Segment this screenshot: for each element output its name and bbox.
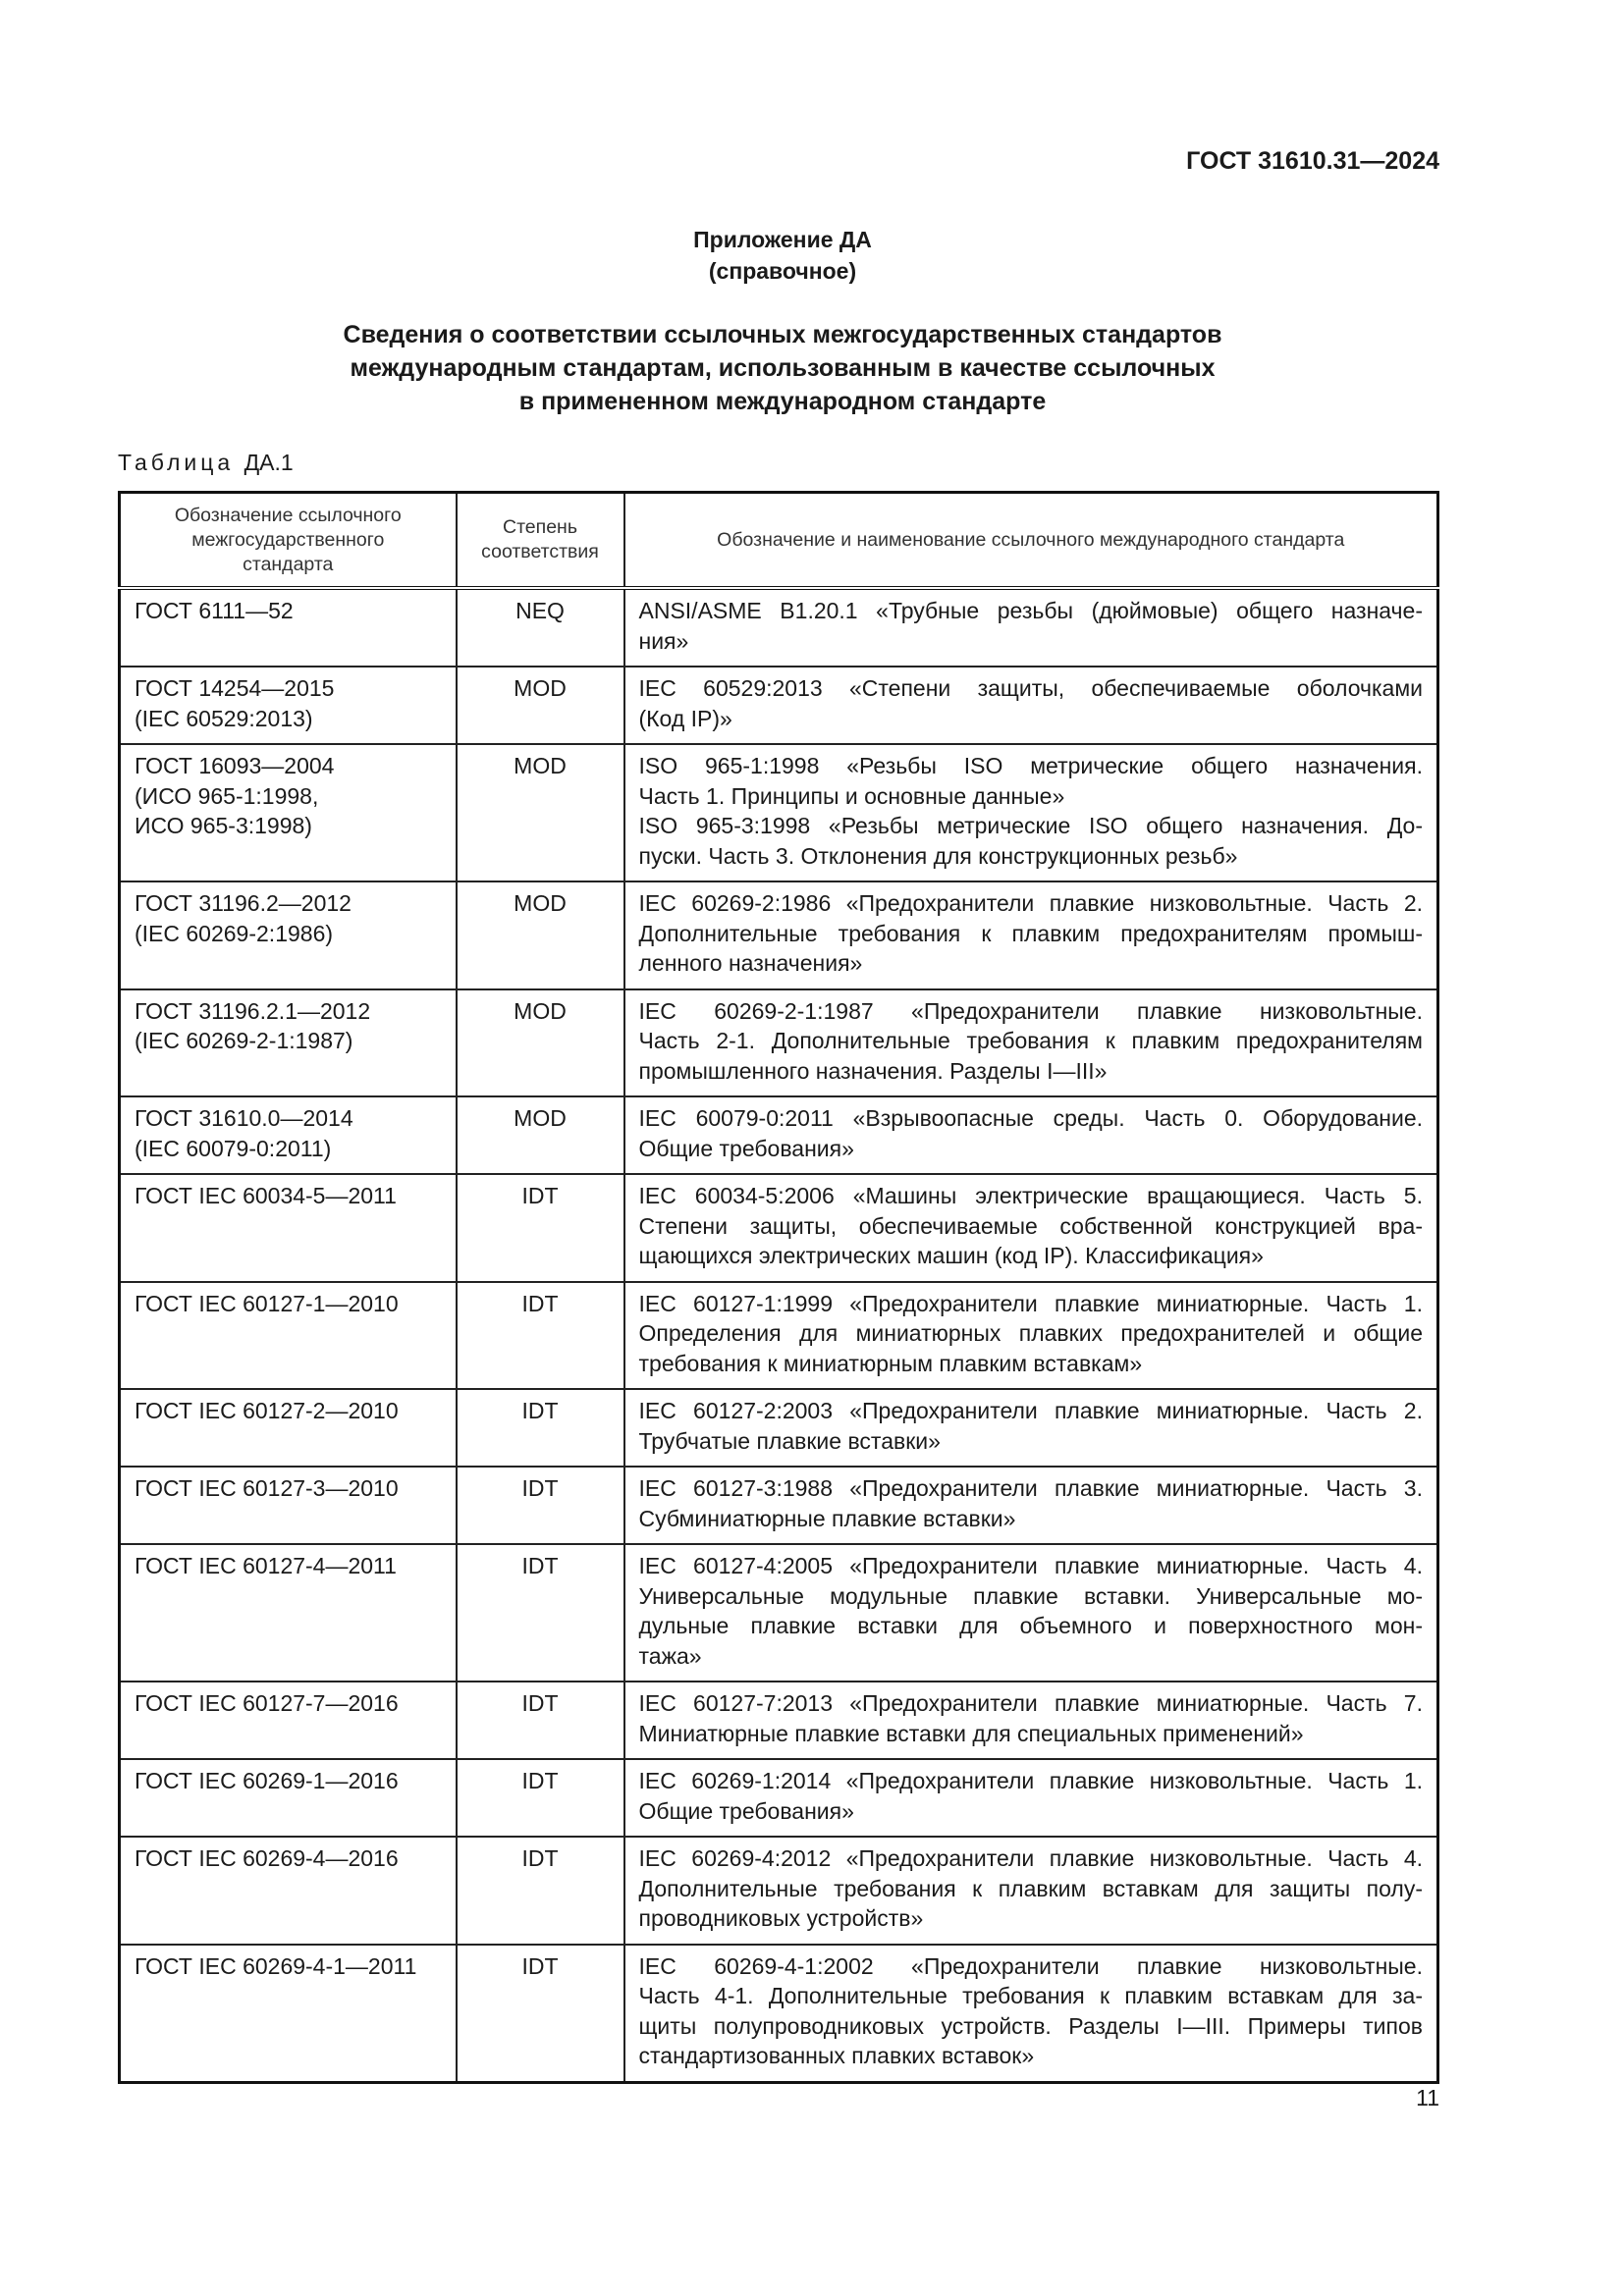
standard-designation: ГОСТ 6111—52	[135, 598, 294, 623]
description-line: Часть 1. Принципы и основные данные»	[638, 782, 1065, 809]
table-row	[120, 1096, 1438, 1174]
section-title	[0, 318, 1565, 418]
description-line: IEC 60127-3:1988 «Предохранители плавкие миниатюрные. Часть 3.	[638, 1475, 1423, 1501]
standard-designation: (IEC 60269-2-1:1987)	[135, 1028, 353, 1053]
standard-designation: (IEC 60529:2013)	[135, 705, 313, 731]
standard-designation: ГОСТ IEC 60127-3—2010	[135, 1475, 399, 1501]
description-line: Миниатюрные плавкие вставки для специальных применений»	[638, 1720, 1304, 1746]
international-standard-cell	[624, 1682, 1438, 1759]
header-text-line: стандарта	[243, 553, 334, 575]
description-line: Общие требования»	[638, 1797, 854, 1824]
description-line: (Код IP)»	[638, 705, 732, 731]
interstate-standard-cell	[120, 1682, 457, 1759]
interstate-standard-cell	[120, 1282, 457, 1390]
description-line: щиты полупроводниковых устройств. Разделы I—III. Примеры типов	[638, 2012, 1423, 2039]
description-line: IEC 60127-1:1999 «Предохранители плавкие миниатюрные. Часть 1.	[638, 1290, 1423, 1316]
standard-designation: ГОСТ IEC 60269-4-1—2011	[135, 1952, 417, 1979]
interstate-standard-cell	[120, 1174, 457, 1282]
description-line: IEC 60269-4:2012 «Предохранители плавкие низковольтные. Часть 4.	[638, 1845, 1423, 1871]
header-text-line: Обозначение ссылочного	[174, 504, 402, 526]
description-line: IEC 60269-1:2014 «Предохранители плавкие низковольтные. Часть 1.	[638, 1768, 1423, 1793]
interstate-standard-cell	[120, 667, 457, 744]
title-line: в примененном международном стандарте	[518, 388, 1047, 415]
description-line: IEC 60529:2013 «Степени защиты, обеспечиваемые оболочками	[638, 675, 1423, 701]
description-line: ISO 965-1:1998 «Резьбы ISO метрические общего назначения.	[638, 753, 1423, 778]
international-standard-cell	[624, 588, 1438, 667]
description-line: Часть 4-1. Дополнительные требования к плавким вставкам для за-	[638, 1983, 1423, 2008]
description-line: Дополнительные требования к плавким предохранителям промыш-	[638, 920, 1423, 946]
header-text-line: межгосударственного	[191, 528, 385, 551]
interstate-standard-cell	[120, 1096, 457, 1174]
description-line: тажа»	[638, 1642, 702, 1669]
standard-designation: ИСО 965-3:1998)	[135, 813, 312, 838]
description-line: ния»	[638, 627, 689, 654]
interstate-standard-cell	[120, 1945, 457, 2083]
standard-designation: ГОСТ 16093—2004	[135, 753, 335, 778]
degree-cell: NEQ	[457, 588, 624, 667]
degree-cell: MOD	[457, 1096, 624, 1174]
table-row	[120, 667, 1438, 744]
document-code: ГОСТ 31610.31—2024	[1186, 147, 1439, 175]
description-line: IEC 60269-2-1:1987 «Предохранители плавкие низковольтные.	[638, 997, 1423, 1024]
appendix-label: Приложение ДА	[693, 227, 872, 252]
international-standard-cell	[624, 1945, 1438, 2083]
header-text-line: соответствия	[481, 541, 599, 562]
standard-designation: ГОСТ 31610.0—2014	[135, 1105, 353, 1131]
interstate-standard-cell	[120, 1389, 457, 1467]
description-line: пуски. Часть 3. Отклонения для конструкционных резьб»	[638, 842, 1238, 869]
standard-designation: (IEC 60269-2:1986)	[135, 920, 334, 946]
interstate-standard-cell	[120, 588, 457, 667]
table-row	[120, 1945, 1438, 2083]
interstate-standard-cell	[120, 989, 457, 1097]
degree-cell: IDT	[457, 1389, 624, 1467]
description-line: IEC 60079-0:2011 «Взрывоопасные среды. Часть 0. Оборудование.	[638, 1105, 1423, 1131]
standard-designation: (IEC 60079-0:2011)	[135, 1135, 332, 1161]
table-row	[120, 1682, 1438, 1759]
international-standard-cell	[624, 1389, 1438, 1467]
standard-designation: ГОСТ IEC 60269-1—2016	[135, 1768, 399, 1793]
degree-cell: IDT	[457, 1467, 624, 1544]
table-row	[120, 1759, 1438, 1837]
international-standard-cell	[624, 989, 1438, 1097]
interstate-standard-cell	[120, 1837, 457, 1945]
table-caption-word: Таблица	[118, 450, 235, 475]
appendix-type: (справочное)	[708, 258, 857, 284]
table-row	[120, 1837, 1438, 1945]
description-line: проводниковых устройств»	[638, 1905, 924, 1931]
degree-cell: MOD	[457, 667, 624, 744]
standard-designation: (ИСО 965-1:1998,	[135, 782, 319, 809]
degree-cell: IDT	[457, 1282, 624, 1390]
table-row	[120, 989, 1438, 1097]
header-degree	[457, 493, 624, 589]
standard-designation: ГОСТ 31196.2.1—2012	[135, 997, 371, 1024]
standard-designation: ГОСТ IEC 60127-2—2010	[135, 1398, 399, 1423]
description-line: Субминиатюрные плавкие вставки»	[638, 1505, 1016, 1531]
description-line: Дополнительные требования к плавким вставкам для защиты полу-	[638, 1875, 1423, 1901]
description-line: ленного назначения»	[638, 950, 863, 976]
degree-cell: IDT	[457, 1682, 624, 1759]
correspondence-table	[118, 491, 1439, 2084]
table-row	[120, 744, 1438, 881]
table-row	[120, 1544, 1438, 1682]
international-standard-cell	[624, 744, 1438, 881]
description-line: Степени защиты, обеспечиваемые собственной конструкцией вра-	[638, 1212, 1423, 1239]
international-standard-cell	[624, 1282, 1438, 1390]
degree-cell: IDT	[457, 1174, 624, 1282]
description-line: Трубчатые плавкие вставки»	[638, 1427, 941, 1454]
table-caption	[118, 450, 294, 476]
international-standard-cell	[624, 1174, 1438, 1282]
standard-designation: ГОСТ IEC 60269-4—2016	[135, 1845, 399, 1871]
description-line: Универсальные модульные плавкие вставки. Универсальные мо-	[638, 1582, 1423, 1609]
international-standard-cell	[624, 1544, 1438, 1682]
degree-cell: IDT	[457, 1544, 624, 1682]
title-line: Сведения о соответствии ссылочных межгосударственных стандартов	[343, 321, 1222, 348]
description-line: промышленного назначения. Разделы I—III»	[638, 1057, 1108, 1084]
degree-cell: IDT	[457, 1945, 624, 2083]
description-line: Определения для миниатюрных плавких предохранителей и общие	[638, 1320, 1423, 1346]
international-standard-cell	[624, 1837, 1438, 1945]
international-standard-cell	[624, 1759, 1438, 1837]
table-caption-number: ДА.1	[244, 450, 294, 475]
description-line: ANSI/ASME B1.20.1 «Трубные резьбы (дюймовые) общего назначе-	[638, 598, 1423, 623]
description-line: Общие требования»	[638, 1135, 854, 1161]
standard-designation: ГОСТ 14254—2015	[135, 675, 335, 701]
standard-designation: ГОСТ IEC 60127-7—2016	[135, 1690, 399, 1716]
table-row	[120, 588, 1438, 667]
interstate-standard-cell	[120, 1759, 457, 1837]
standard-designation: ГОСТ IEC 60127-1—2010	[135, 1290, 399, 1316]
description-line: IEC 60269-2:1986 «Предохранители плавкие низковольтные. Часть 2.	[638, 890, 1423, 916]
table-row	[120, 1282, 1438, 1390]
table-row	[120, 1467, 1438, 1544]
description-line: IEC 60127-4:2005 «Предохранители плавкие миниатюрные. Часть 4.	[638, 1553, 1423, 1578]
description-line: Часть 2-1. Дополнительные требования к плавким предохранителям	[638, 1028, 1423, 1053]
appendix-heading	[0, 224, 1565, 287]
table-header-row	[120, 493, 1438, 589]
page-number: 11	[1416, 2085, 1439, 2110]
header-international-standard	[624, 493, 1438, 589]
interstate-standard-cell	[120, 1467, 457, 1544]
international-standard-cell	[624, 881, 1438, 989]
degree-cell: MOD	[457, 989, 624, 1097]
table-row	[120, 881, 1438, 989]
description-line: ISO 965-3:1998 «Резьбы метрические ISO общего назначения. До-	[638, 813, 1423, 838]
degree-cell: MOD	[457, 881, 624, 989]
international-standard-cell	[624, 667, 1438, 744]
header-text-line: Обозначение и наименование ссылочного международного стандарта	[717, 528, 1345, 551]
description-line: IEC 60127-2:2003 «Предохранители плавкие миниатюрные. Часть 2.	[638, 1398, 1423, 1423]
interstate-standard-cell	[120, 1544, 457, 1682]
table-row	[120, 1174, 1438, 1282]
international-standard-cell	[624, 1467, 1438, 1544]
description-line: IEC 60127-7:2013 «Предохранители плавкие миниатюрные. Часть 7.	[638, 1690, 1423, 1716]
degree-cell: IDT	[457, 1837, 624, 1945]
degree-cell: MOD	[457, 744, 624, 881]
header-text-line: Степень	[503, 516, 577, 538]
title-line: международным стандартам, использованным в качестве ссылочных	[350, 354, 1216, 382]
table-body	[120, 588, 1438, 2082]
standard-designation: ГОСТ IEC 60127-4—2011	[135, 1553, 397, 1578]
standard-designation: ГОСТ IEC 60034-5—2011	[135, 1183, 397, 1208]
description-line: IEC 60034-5:2006 «Машины электрические вращающиеся. Часть 5.	[638, 1183, 1423, 1208]
degree-cell: IDT	[457, 1759, 624, 1837]
table-row	[120, 1389, 1438, 1467]
international-standard-cell	[624, 1096, 1438, 1174]
description-line: стандартизованных плавких вставок»	[638, 2043, 1035, 2068]
interstate-standard-cell	[120, 744, 457, 881]
description-line: дульные плавкие вставки для объемного и поверхностного мон-	[638, 1613, 1423, 1638]
standard-designation: ГОСТ 31196.2—2012	[135, 890, 352, 916]
interstate-standard-cell	[120, 881, 457, 989]
description-line: щающихся электрических машин (код IP). Классификация»	[638, 1243, 1264, 1268]
description-line: IEC 60269-4-1:2002 «Предохранители плавкие низковольтные.	[638, 1952, 1423, 1979]
description-line: требования к миниатюрным плавким вставкам»	[638, 1350, 1143, 1376]
header-interstate-standard	[120, 493, 457, 589]
